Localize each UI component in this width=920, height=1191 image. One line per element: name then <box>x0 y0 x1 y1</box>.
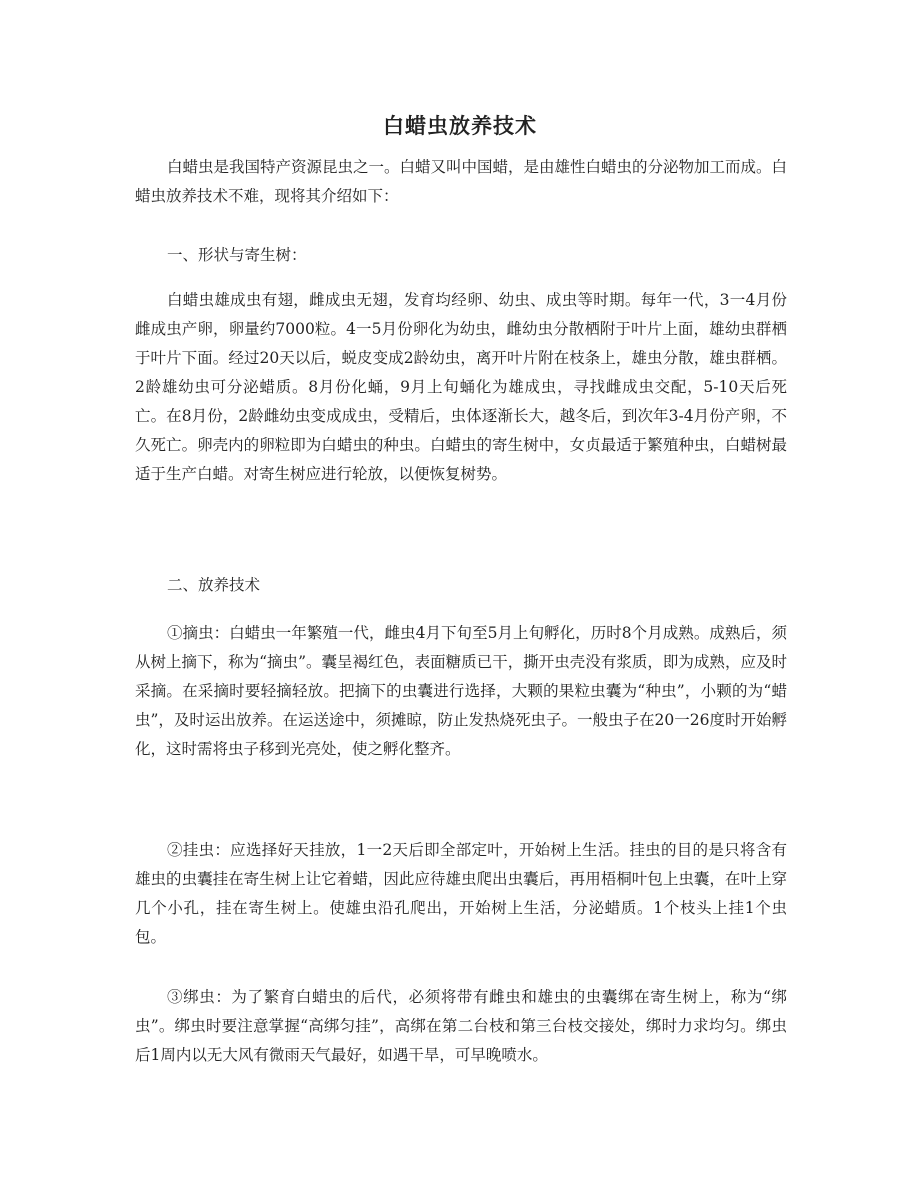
hanging-paragraph: ②挂虫：应选择好天挂放，1一2天后即全部定叶，开始树上生活。挂虫的目的是只将含有雄虫的虫囊挂在寄生树上让它着蜡，因此应待雄虫爬出虫囊后，再用梧桐叶包上虫囊，在叶上穿几个小孔，挂在寄生树上。使雄虫沿孔爬出，开始树上生活，分泌蜡质。1个枝头上挂1个虫包。 <box>135 841 787 946</box>
picking-paragraph: ①摘虫：白蜡虫一年繁殖一代，雌虫4月下旬至5月上旬孵化，历时8个月成熟。成熟后，须从树上摘下，称为“摘虫”。囊呈褐红色，表面糖质已干，撕开虫壳没有浆质，即为成熟，应及时采摘。在采摘时要轻摘轻放。把摘下的虫囊进行选择，大颗的果粒虫囊为“种虫”，小颗的为“蜡虫”，及时运出放养。在运送途中，须摊晾，防止发热烧死虫子。一般虫子在20一26度时开始孵化，这时需将虫子移到光亮处，使之孵化整齐。 <box>135 624 787 758</box>
intro-paragraph: 白蜡虫是我国特产资源昆虫之一。白蜡又叫中国蜡，是由雄性白蜡虫的分泌物加工而成。白蜡虫放养技术不难，现将其介绍如下： <box>135 158 788 205</box>
shape-host-paragraph: 白蜡虫雄成虫有翅，雌成虫无翅，发育均经卵、幼虫、成虫等时期。每年一代，3一4月份雌成虫产卵，卵量约7000粒。4一5月份卵化为幼虫，雌幼虫分散栖附于叶片上面，雄幼虫群栖于叶片下面。经过20天以后，蜕皮变成2龄幼虫，离开叶片附在枝条上，雄虫分散，雄虫群栖。2龄雄幼虫可分泌蜡质。8月份化蛹，9月上旬蛹化为雄成虫，寻找雌成虫交配，5-10天后死亡。在8月份，2龄雌幼虫变成成虫，受精后，虫体逐渐长大，越冬后，到次年3-4月份产卵，不久死亡。卵壳内的卵粒即为白蜡虫的种虫。白蜡虫的寄生树中，女贞最适于繁殖种虫，白蜡树最适于生产白蜡。对寄生树应进行轮放，以便恢复树势。 <box>135 291 787 483</box>
section-heading-shape-host: 一、形状与寄生树： <box>167 246 307 264</box>
document-title: 白蜡虫放养技术 <box>383 113 537 138</box>
section-heading-rearing: 二、放养技术 <box>167 576 261 594</box>
binding-paragraph: ③绑虫：为了繁育白蜡虫的后代，必须将带有雌虫和雄虫的虫囊绑在寄生树上，称为“绑虫”。绑虫时要注意掌握“高绑匀挂”，高绑在第二台枝和第三台枝交接处，绑时力求均匀。绑虫后1周内以无大风有微雨天气最好，如遇干旱，可早晚喷水。 <box>135 988 787 1064</box>
